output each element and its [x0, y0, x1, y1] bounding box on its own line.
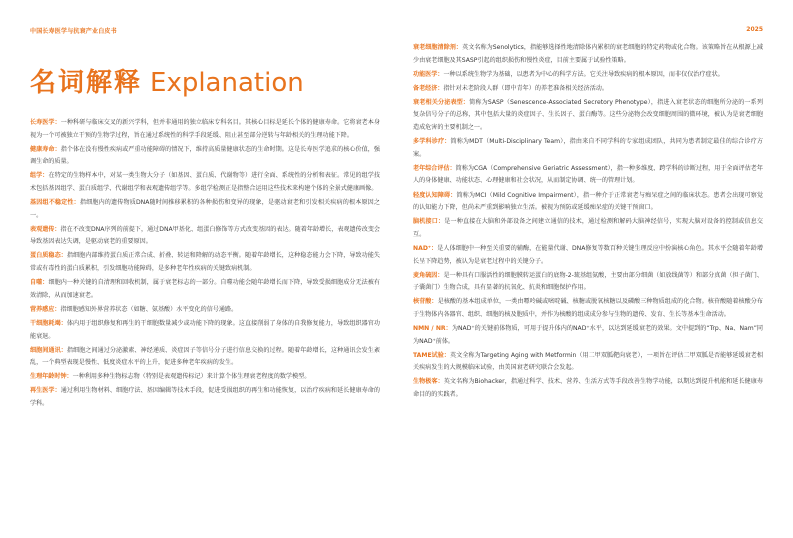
glossary-term: TAME试验： [413, 351, 451, 359]
glossary-definition: 是一种具有口服活性的细胞膜转运蛋白的底物-2-巯基组氨酸，主要由部分细菌（如放线菌等）和部分真菌（担子菌门、子囊菌门）生物合成，具有显著的抗氧化、抗炎和细胞保护作用。 [413, 271, 763, 292]
glossary-definition: 英文全称为Targeting Aging with Metformin（用二甲双胍靶向衰老），一项旨在评估二甲双胍是否能够延缓衰老相关疾病发生的大规模临床试验，由美国衰老研究联合会发起。 [413, 351, 763, 372]
glossary-term: NMN / NR： [413, 324, 452, 332]
glossary-definition: 指细胞内的遗传物质DNA随时间推移累积的各种损伤和变异的现象，是驱动衰老和引发相关疾病的根本原因之一。 [30, 199, 381, 219]
page-year: 2025 [746, 26, 763, 33]
glossary-entry [413, 323, 763, 348]
glossary-term: 细胞间通讯： [30, 346, 67, 354]
glossary-term: 生物极客： [413, 378, 444, 386]
glossary-term: 干细胞耗竭： [30, 319, 67, 327]
glossary-entry [413, 163, 763, 188]
glossary-entry [413, 97, 763, 135]
glossary-column-left [30, 117, 380, 412]
glossary-entry [30, 170, 380, 195]
glossary-entry [413, 350, 763, 375]
glossary-entry [30, 385, 380, 410]
glossary-definition: 细胞内一种关键的自清理和回收机制，属于衰老标志的一部分。自噬功能会随年龄增长而下降，导致受损细胞成分无法被有效清除，从而加速衰老。 [30, 279, 381, 299]
glossary-definition: 英文名称为Biohacker，指通过科学、技术、营养、生活方式等手段改善生物学功能，以期达到提升机能和延长健康寿命目的的实践者。 [413, 378, 763, 398]
page-title [30, 62, 304, 99]
glossary-term: 备老经济： [413, 84, 444, 92]
glossary-term: 脑机接口： [413, 218, 445, 226]
glossary-definition: 简称为MCI（Mild Cognitive Impairment），指一种介于正常衰老与痴呆症之间的临床状态。患者会出现可察觉的认知能力下降，但尚未严重到影响独立生活。被视为预防或延缓痴呆症的关键干预窗口。 [413, 191, 763, 212]
glossary-column-right [413, 42, 763, 403]
glossary-definition: 指个体在没有慢性疾病或严重功能障碍的情况下，维持高质量健康状态的生命时期。这是长寿医学追求的核心价值，强调生命的质量。 [30, 145, 381, 166]
glossary-definition: 英文名称为Senolytics，指能够选择性地清除体内累积的衰老细胞的特定药物或化合物。该策略旨在从根源上减少由衰老细胞及其SASP引起的组织损伤和慢性炎症，目前主要属于试验性策略。 [413, 44, 763, 64]
glossary-term: 健康寿命： [30, 145, 61, 153]
glossary-entry [30, 345, 380, 370]
glossary-definition: 简称为SASP（Senescence-Associated Secretory Phenotype），指进入衰老状态的细胞所分泌的一系列复杂信号分子的总称，其中包括大量的炎症因子、生长因子、蛋白酶等。这些分泌物会改变细胞周围的微环境，被认为是衰老细胞造成危害的主要机制之一。 [413, 98, 764, 132]
glossary-entry [30, 197, 380, 222]
glossary-entry [413, 42, 763, 67]
glossary-term: 基因组不稳定性： [30, 199, 80, 207]
glossary-term: 麦角硫因： [413, 271, 444, 279]
glossary-definition: 一种以系统生物学为基础，以患者为中心的科学方法。它关注导致疾病的根本原因，而非仅仅治疗症状。 [443, 70, 724, 78]
glossary-term: 老年综合评估： [413, 164, 456, 172]
glossary-definition: 指针对未老阶段人群（即中青年）的养老准备相关经济活动。 [443, 84, 608, 92]
glossary-entry [413, 69, 763, 82]
glossary-entry [413, 136, 763, 161]
glossary-entry [30, 224, 380, 249]
glossary-definition: 指细胞之间通过分泌激素、神经递质、炎症因子等信号分子进行信息交换的过程。随着年龄增长，这种通讯会发生紊乱，一个典型表现是慢性、低度炎症水平的上升，促进多种老年疾病的发生。 [30, 346, 381, 367]
glossary-entry [413, 216, 763, 241]
report-title: 中国长寿医学与抗衰产业白皮书 [30, 28, 117, 35]
glossary-term: 轻度认知障碍： [413, 191, 457, 199]
glossary-term: 蛋白质稳态： [30, 252, 67, 260]
glossary-term: NAD⁺： [413, 244, 438, 252]
glossary-definition: 简称为MDT（Multi-Disciplinary Team），指由来自不同学科的专家组成团队，共同为患者制定最佳的综合诊疗方案。 [413, 138, 764, 158]
glossary-entry [30, 117, 380, 142]
glossary-term: 多学科诊疗： [413, 138, 451, 146]
glossary-definition: 指细胞内部维持蛋白质正常合成、折叠、转运和降解的动态平衡。随着年龄增长，这种稳态能力会下降，导致功能失常或有毒性的蛋白质累积，引发细胞功能障碍，是多种老年性疾病的关键致病机制。 [30, 252, 381, 273]
glossary-definition: 是人体细胞中一种至关重要的辅酶，在能量代谢、DNA修复等数百种关键生理反应中扮演核心角色。其水平会随着年龄增长呈下降趋势，被认为是衰老过程中的关键分子。 [413, 244, 763, 265]
glossary-term: 长寿医学： [30, 119, 61, 126]
glossary-definition: 体内用于组织修复和再生的干细胞数量减少或功能下降的现象。这直接削弱了身体的自我修复能力，导致组织器官功能衰退。 [30, 319, 381, 340]
glossary-entry [30, 371, 380, 384]
glossary-definition: 是核酸的基本组成单位，一类由嘌呤碱或嘧啶碱、核糖或脱氧核糖以及磷酸三种物质组成的化合物。核苷酸随着核酸分布于生物体内各器官、组织、细胞的核及胞质中，并作为核酸的组成成分参与生物的遗传、发育、生长等基本生命活动。 [413, 298, 764, 318]
glossary-term: 衰老细胞清除剂： [413, 44, 463, 51]
glossary-definition: 指细胞感知外界营养状态（如糖、氨基酸）水平变化的信号通路。 [60, 305, 238, 313]
glossary-term: 自噬： [30, 279, 49, 287]
glossary-definition: 一种科研与临床交叉的新兴学科，但并非通用的独立临床专科名目。其核心目标是延长个体的健康寿命。它将衰老本身视为一个可被独立干预的生物学过程，旨在通过系统性的科学手段延缓、阻止甚至部分逆转与年龄相关的生理功能下降。 [30, 119, 381, 139]
glossary-term: 生理年龄时钟： [30, 373, 73, 381]
glossary-term: 表观遗传： [30, 225, 61, 233]
glossary-term: 衰老相关分泌表型： [413, 98, 470, 106]
glossary-term: 核苷酸： [413, 298, 438, 306]
glossary-entry [413, 270, 763, 295]
glossary-entry [30, 144, 380, 169]
glossary-entry [413, 83, 763, 96]
glossary-entry [413, 296, 763, 321]
glossary-definition: 简称为CGA（Comprehensive Geriatric Assessment），指一种多维度、跨学科的诊断过程，用于全面评估老年人的身体健康、功能状态、心理健康和社会状况，从而制定协调、统一的管理计划。 [413, 164, 763, 185]
glossary-definition: 是一种直接在大脑和外部设备之间建立通信的技术，通过检测和解码大脑神经信号，实现大脑对设备的控制或信息交互。 [413, 218, 764, 238]
glossary-term: 再生医学： [30, 387, 61, 395]
glossary-entry [30, 318, 380, 343]
glossary-definition: 为NAD⁺的关键前体物质，可用于提升体内的NAD⁺水平，以达到延缓衰老的效果。文中提到的“Trp、Na、Nam”同为NAD⁺前体。 [413, 324, 763, 345]
glossary-term: 营养感应： [30, 305, 61, 313]
glossary-entry [413, 376, 763, 401]
page-title-zh: 名词解释 [30, 68, 143, 98]
glossary-definition: 在特定的生物样本中，对某一类生物大分子（如基因、蛋白质、代谢物等）进行全面、系统性的分析和表征。常见的组学技术包括基因组学、蛋白质组学、代谢组学和表观遗传组学等。多组学检测正是指整合运用这些技术来构建个体的全景式健康画像。 [30, 172, 381, 192]
glossary-term: 组学： [30, 172, 49, 180]
glossary-definition: 指在不改变DNA序列的前提下，通过DNA甲基化、组蛋白修饰等方式改变基因的表达。随着年龄增长，表观遗传改变会导致基因表达失调，是驱动衰老的重要原因。 [30, 225, 381, 246]
glossary-definition: 一种利用多种生物标志物（特别是表观遗传标记）来计算个体生理衰老程度的数学模型。 [72, 373, 311, 381]
glossary-entry [413, 243, 763, 268]
page-title-en: Explanation [150, 68, 304, 98]
glossary-entry [30, 250, 380, 275]
glossary-definition: 通过利用生物材料、细胞疗法、基因编辑等技术手段，促进受损组织的再生和功能恢复，以治疗疾病和延长健康寿命的学科。 [30, 387, 381, 407]
glossary-term: 功能医学： [413, 70, 444, 78]
glossary-entry [30, 277, 380, 302]
glossary-entry [30, 304, 380, 317]
glossary-entry [413, 190, 763, 215]
